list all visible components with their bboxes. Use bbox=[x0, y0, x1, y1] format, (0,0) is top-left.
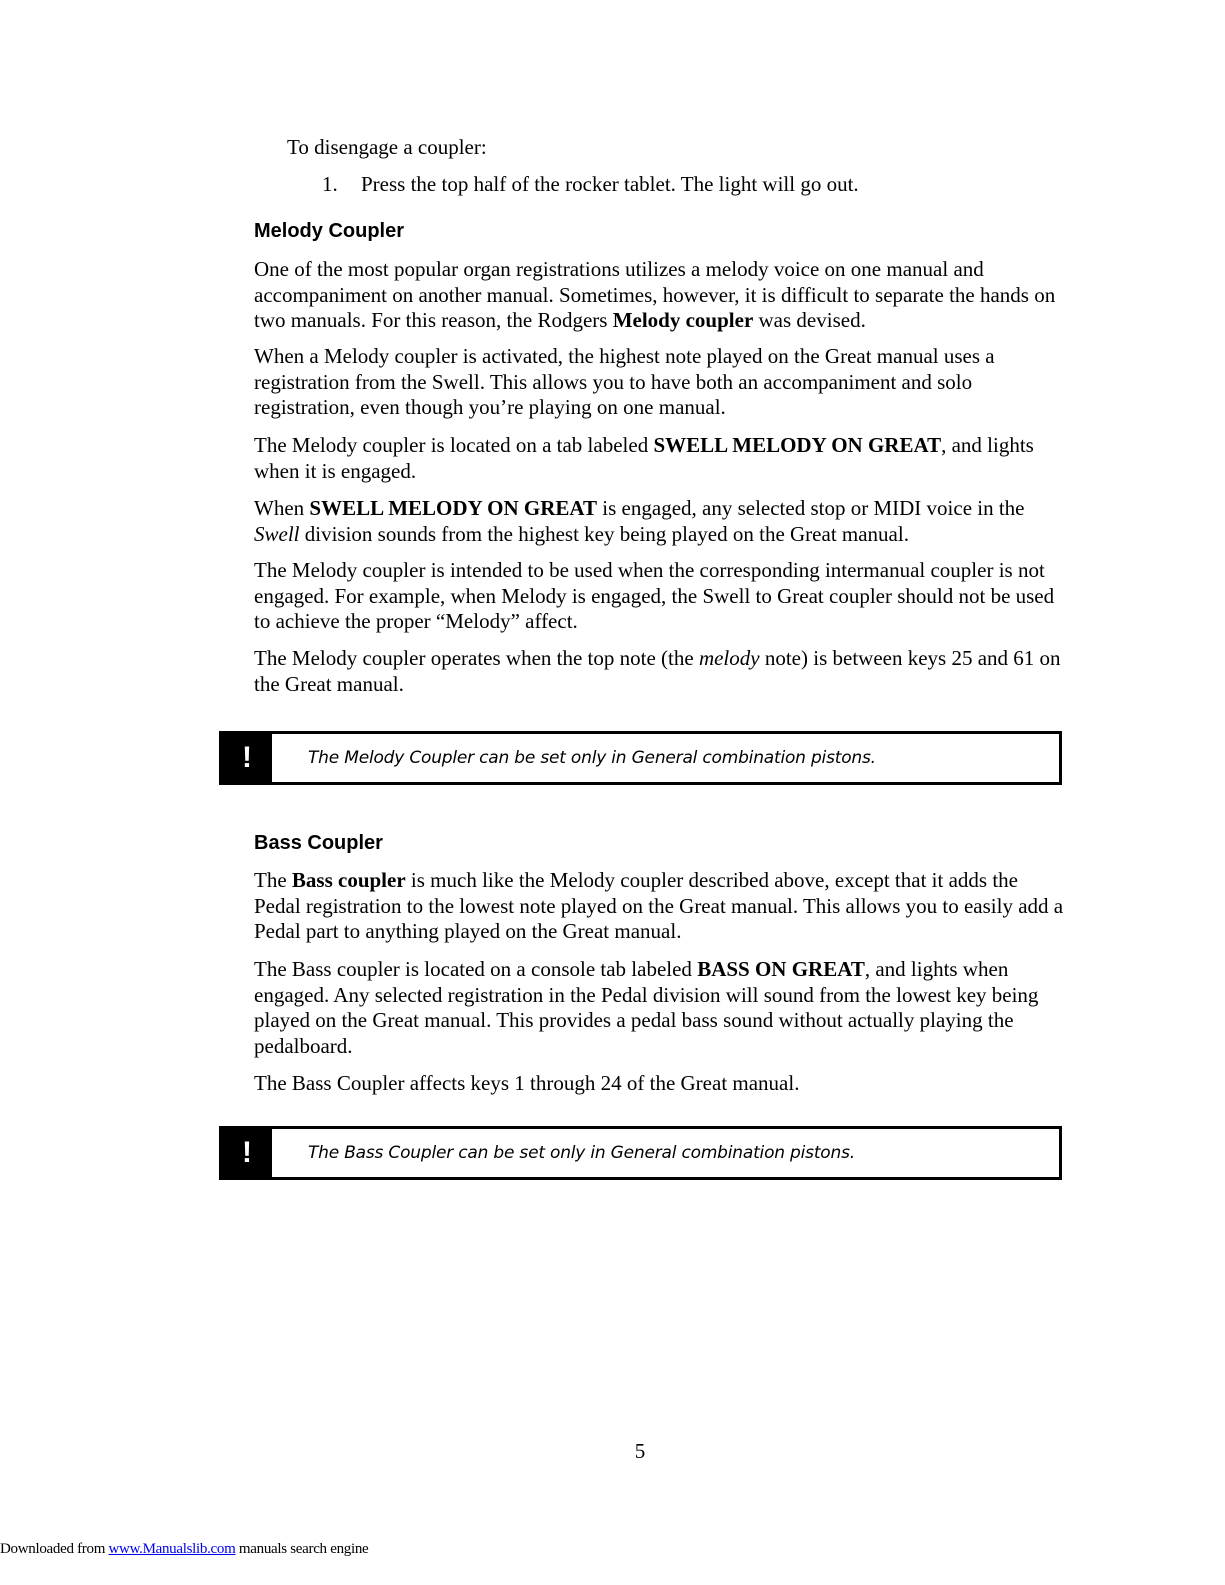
bass-note-box bbox=[219, 1126, 1062, 1180]
melody-paragraph-1: One of the most popular organ registrations utilizes a melody voice on one manual and accompaniment on another manual. Sometimes, however, it is difficult to separate the hands on two manuals. For this reason, the Rodgers Melody coupler was devised. bbox=[254, 257, 1056, 333]
melody-paragraph-3: The Melody coupler is located on a tab labeled SWELL MELODY ON GREAT, and lights when it is engaged. bbox=[254, 433, 1034, 483]
melody-note-box bbox=[219, 731, 1062, 785]
step-item bbox=[322, 172, 859, 197]
melody-paragraph-2: When a Melody coupler is activated, the highest note played on the Great manual uses a registration from the Swell. This allows you to have both an accompaniment and solo registration, even though you’re playing on one manual. bbox=[254, 344, 995, 420]
download-footer bbox=[0, 1541, 368, 1558]
bass-paragraph-1: The Bass coupler is much like the Melody coupler described above, except that it adds the Pedal registration to the lowest note played on the Great manual. This allows you to easily add a Pedal part to anything played on the Great manual. bbox=[254, 868, 1064, 944]
melody-note-text: The Melody Coupler can be set only in General combination pistons. bbox=[308, 748, 876, 768]
bass-note-text: The Bass Coupler can be set only in General combination pistons. bbox=[308, 1143, 855, 1163]
melody-paragraph-4: When SWELL MELODY ON GREAT is engaged, any selected stop or MIDI voice in the Swell division sounds from the highest key being played on the Great manual. bbox=[254, 496, 1025, 546]
step-number: 1. bbox=[322, 172, 338, 196]
melody-paragraph-5: The Melody coupler is intended to be used when the corresponding intermanual coupler is not engaged. For example, when Melody is engaged, the Swell to Great coupler should not be used to achieve the proper “Melody” affect. bbox=[254, 558, 1055, 634]
bass-paragraph-2: The Bass coupler is located on a console tab labeled BASS ON GREAT, and lights when engaged. Any selected registration in the Pedal division will sound from the lowest key being played on the Great manual. This provides a pedal bass sound without actually playing the pedalboard. bbox=[254, 957, 1039, 1059]
footer-suffix: manuals search engine bbox=[235, 1541, 369, 1557]
step-text: Press the top half of the rocker tablet. The light will go out. bbox=[361, 172, 859, 196]
disengage-intro: To disengage a coupler: bbox=[287, 135, 487, 159]
bass-paragraph-3: The Bass Coupler affects keys 1 through 24 of the Great manual. bbox=[254, 1071, 800, 1095]
page-number: 5 bbox=[634, 1439, 646, 1463]
melody-coupler-heading: Melody Coupler bbox=[254, 220, 405, 242]
melody-paragraph-6: The Melody coupler operates when the top note (the melody note) is between keys 25 and 61 on the Great manual. bbox=[254, 646, 1061, 696]
manualslib-link[interactable]: www.Manualslib.com bbox=[108, 1541, 236, 1557]
exclamation-icon: ! bbox=[222, 1129, 272, 1177]
exclamation-icon: ! bbox=[222, 734, 272, 782]
bass-coupler-heading: Bass Coupler bbox=[254, 832, 383, 854]
footer-prefix: Downloaded from bbox=[0, 1541, 109, 1557]
